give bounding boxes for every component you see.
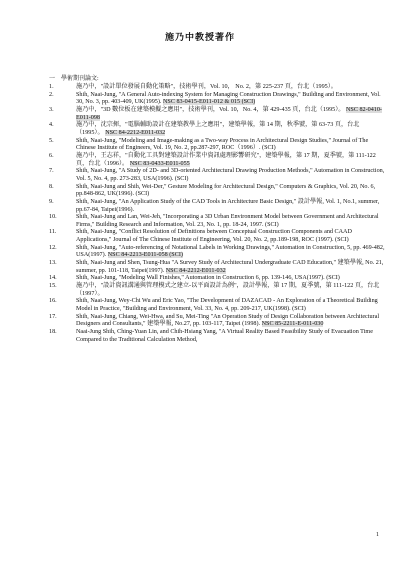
section-heading: 一 學術期刊論文: xyxy=(49,76,99,82)
grant-tag: NSC 85-2211-E-011-030 xyxy=(261,321,324,328)
item-text: Shih, Naai-Jung, "Modeling Wall Finishes," Automation in Construction 6, pp. 139-146, USA(1997). (SCI) xyxy=(76,275,340,282)
item-number: 8. xyxy=(49,183,54,190)
list-item xyxy=(49,199,385,214)
grant-tag: NSC 84-2212-E011-032 xyxy=(105,129,166,136)
item-text: Naai-Jung Shih, Ching-Yuan Lin, and Chih-Hsiang Yang, "A Virtual Reality Based Feasibility Study of Evacuation Time Compared to the Traditional Calculation Method, xyxy=(76,329,373,343)
grant-tag: NSC 84-2212-E011-032 xyxy=(165,267,226,274)
item-text: Shih, Naai-Jung, "A General Auto-indexing System for Managing Construction Drawings," Building and Environment, Vol. 30, No. 3, pp. 403-409, UK(1995). xyxy=(76,91,381,106)
item-number: 3. xyxy=(49,106,54,113)
item-text: Shih, Naai-Jung and Shen, Tsung-Hua "A Survey Study of Architectural Undergraduate CAD Education," 建築學報, No. 21, summer, pp. 101-118, Taipei(1997). xyxy=(76,260,384,274)
page-number: 1 xyxy=(376,532,379,538)
list-item xyxy=(49,138,385,153)
list-item xyxy=(49,122,385,137)
list-item xyxy=(49,84,385,92)
item-number: 17. xyxy=(49,313,57,320)
list-item xyxy=(49,298,385,313)
list-item xyxy=(49,229,385,244)
grant-tag: NSC 84-2213-E011-058 (SCI) xyxy=(107,252,183,259)
item-number: 5. xyxy=(49,137,54,144)
item-text: 施乃中，"設計資訊溝通與管理模式之建立-以平面設計為例"，設計學報，第 17 期，夏季號，第 111-122 頁，台北（1997）。 xyxy=(76,283,380,297)
item-text: Shih, Naai-Jung and Lan, Wei-Jeh, "Incorporating a 3D Urban Environment Model between Government and Architectural Firms," Building Research and Information, Vol. 23, No. 1, pp. 18-24, 1997. (SCI) xyxy=(76,214,379,228)
item-number: 16. xyxy=(49,298,57,305)
item-text: 施乃中，"設計單位發展自動化策略"，技術學刊，Vol. 10， No. 2，第 225-237 頁，台北（1995）。 xyxy=(76,84,337,90)
list-item xyxy=(49,260,385,275)
item-text: Shih, Naai-Jung, "An Application Study of the CAD Tools in Architecture Basic Design," 設計學報, Vol. 1, No.1, summer, pp.67-84, Taipei(1996). xyxy=(76,198,380,213)
grant-tag: NSC 83-0433-E011-055 xyxy=(129,160,190,167)
item-number: 4. xyxy=(49,122,54,129)
item-number: 18. xyxy=(49,329,57,335)
item-text: Shih, Naai-Jung and Shih, Wei-Der," Gesture Modeling for Architectural Design," Computers & Graphics, Vol. 20, No. 6, pp.848-862, UK(1996). (SCI) xyxy=(76,183,376,198)
item-number: 14. xyxy=(49,275,57,282)
list-item xyxy=(49,107,385,122)
item-number: 1. xyxy=(49,84,54,90)
item-number: 12. xyxy=(49,244,57,251)
list-item xyxy=(49,283,385,298)
item-number: 10. xyxy=(49,214,57,221)
item-number: 7. xyxy=(49,168,54,175)
item-number: 6. xyxy=(49,152,54,159)
item-text: Shih, Naai-Jung, Chiang, Wei-Hwa, and Su, Mei-Ting "An Operation Study of Design Collaboration between Architectural Designers and Consultants," 建築學報, No.27, pp. 103-117, Taipei (1998). xyxy=(76,313,380,328)
list-item xyxy=(49,329,385,344)
list-item xyxy=(49,275,385,283)
item-text: Shih, Naai-Jung, Wey-Chi Wu and Eric Yao, "The Development of DAZACAD - An Exploration of a Theoretical Building Model in Practice, "Building and Environment, Vol. 33, No. 4, pp. 209-217, UK(1998). (SCI) xyxy=(76,298,378,313)
list-item xyxy=(49,92,385,107)
list-item xyxy=(49,184,385,199)
item-number: 13. xyxy=(49,260,57,267)
item-number: 2. xyxy=(49,91,54,98)
page-title: 施乃中教授著作 xyxy=(164,32,235,42)
item-text: Shih, Naai-Jung, "Modeling and Image-making as a Two-way Process in Architectural Design Studies," Journal of The Chinese Institute of Engineers, Vol. 19, No. 2, pp.287-297, ROC（1996）. (SCI) xyxy=(76,137,369,152)
list-item xyxy=(49,214,385,229)
item-number: 11. xyxy=(49,229,57,236)
item-number: 9. xyxy=(49,198,54,205)
grant-tag: NSC 83-0415-E011-012 & 015 (SCI) xyxy=(163,99,256,106)
item-text: 施乃中，王志祥，"自動化工具對建築設計作業中資訊處理影響研究"，建築學報，第 17 期，夏季號，第 111-122 頁，台北（1996）。 xyxy=(76,152,376,167)
item-text: 施乃中，"3D 數位板在建築模擬之應用"，技術學刊，Vol. 10，No. 4，第 429-435 頁，台北（1995）。 xyxy=(76,106,345,113)
item-text: Shih, Naai-Jung, "Auto-referencing of Notational Labels in Working Drawings," Automation in Construction, 5, pp. 469-482, USA(1997). xyxy=(76,244,385,259)
item-number: 15. xyxy=(49,283,57,290)
grant-tag: NSC 82-0410-E011-098 xyxy=(76,106,382,121)
item-text: 施乃中，沈宗揮，"電腦輔助設計在建築教學上之應用"，建築學報，第 14 期，秋季號，第 63-73 頁，台北（1995）。 xyxy=(76,122,360,136)
list-item xyxy=(49,168,385,183)
item-text: Shih, Naai-Jung, "Conflict Resolution of Definitions between Conceptual Construction Components and CAAD Applications," Journal of The Chinese Institute of Engineering, Vol. 20, No. 2, pp.189-198, ROC (1997). (SCI) xyxy=(76,229,352,244)
publication-list xyxy=(49,84,385,344)
list-item xyxy=(49,314,385,329)
item-text: Shih, Naai-Jung, "A Study of 2D- and 3D-oriented Architectural Drawing Production Methods," Automation in Construction, Vol. 5, No. 4, pp. 273-283, USA(1996). (SCI) xyxy=(76,168,385,182)
list-item xyxy=(49,153,385,168)
list-item xyxy=(49,245,385,260)
